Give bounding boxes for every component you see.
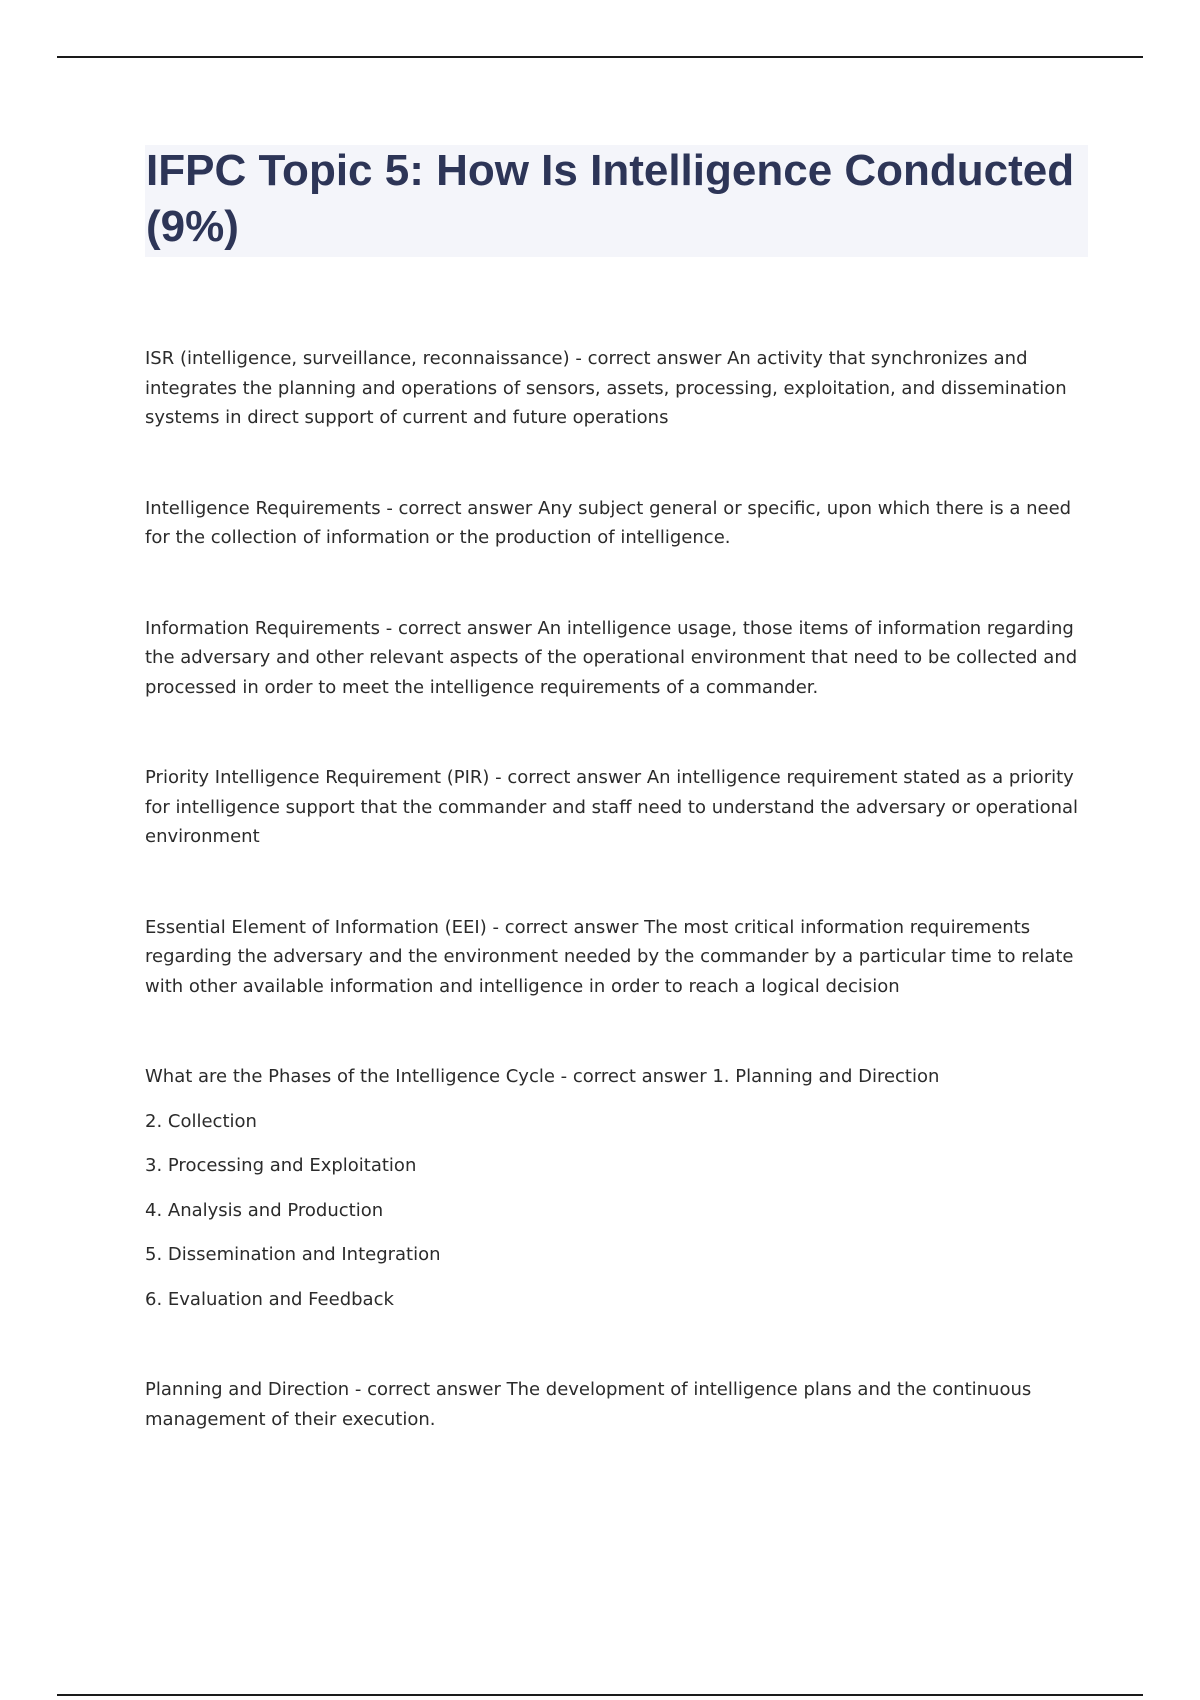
spacer [145,1314,1085,1375]
entry-eei: Essential Element of Information (EEI) - correct answer The most critical information requirements regarding the adversary and the environment needed by the commander by a particular time to relate with other available information and intelligence in order to reach a logical decision [145,916,1074,997]
phase-list-item: 3. Processing and Exploitation [145,1155,417,1176]
spacer [145,1001,1085,1062]
phase-list-item: 4. Analysis and Production [145,1199,384,1221]
spacer [145,433,1085,494]
entry-intelligence-cycle-phases: What are the Phases of the Intelligence Cycle - correct answer 1. Planning and Direction [145,1066,940,1087]
phase-list-item: 2. Collection [145,1110,257,1132]
entry-pir: Priority Intelligence Requirement (PIR) - correct answer An intelligence requirement stated as a priority for intelligence support that the commander and staff need to understand the adversary or operational environment [145,767,1079,847]
entry-information-requirements: Information Requirements - correct answer An intelligence usage, those items of information regarding the adversary and other relevant aspects of the operational environment that need to be collected and processed in order to meet the intelligence requirements of a commander. [145,617,1078,698]
phase-list-item: 6. Evaluation and Feedback [145,1288,394,1310]
entry-planning-and-direction: Planning and Direction - correct answer The development of intelligence plans and the continuous management of their execution. [145,1379,1032,1430]
spacer [145,852,1085,913]
page-title: IFPC Topic 5: How Is Intelligence Conducted (9%) [146,146,1075,251]
footer-rule [57,1694,1143,1696]
entry-isr: ISR (intelligence, surveillance, reconnaissance) - correct answer An activity that synchronizes and integrates the planning and operations of sensors, assets, processing, exploitation, and dissemination systems in direct support of current and future operations [145,348,1067,428]
phase-list-item: 5. Dissemination and Integration [145,1244,441,1265]
header-rule [57,56,1143,58]
spacer [145,702,1085,763]
spacer [145,553,1085,614]
entry-intelligence-requirements: Intelligence Requirements - correct answer Any subject general or specific, upon which there is a need for the collection of information or the production of intelligence. [145,497,1072,548]
document-body [145,344,1085,1434]
